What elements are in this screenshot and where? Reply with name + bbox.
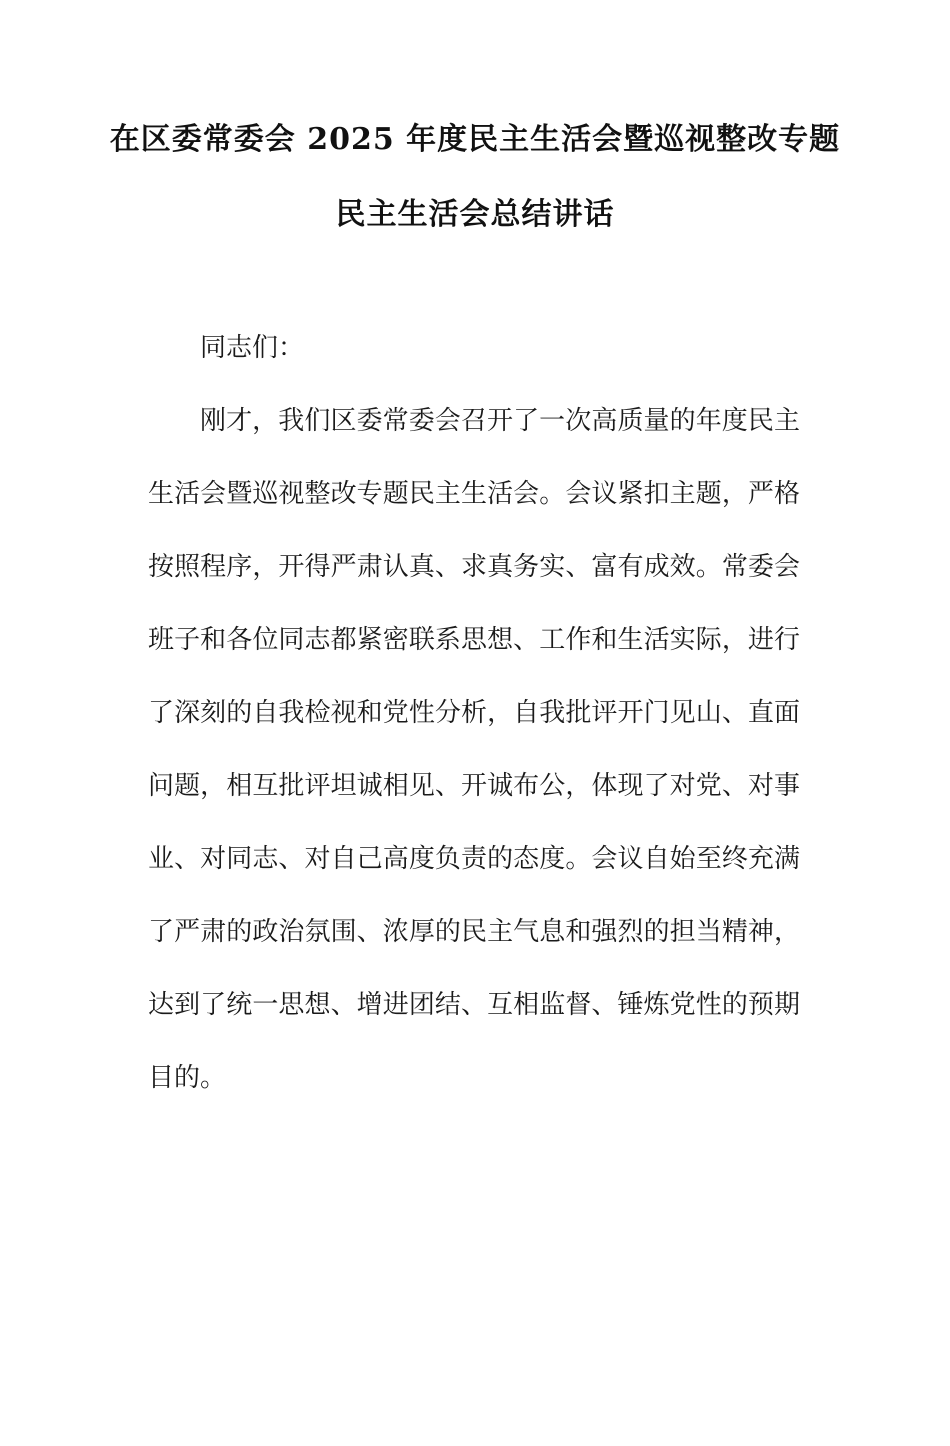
document-title bbox=[70, 102, 880, 252]
body-text-line: 按照程序，开得严肃认真、求真务实、富有成效。常委会 bbox=[148, 552, 800, 582]
body-text-line: 了严肃的政治氛围、浓厚的民主气息和强烈的担当精神， bbox=[148, 917, 800, 947]
salutation-line: 同志们： bbox=[200, 333, 305, 363]
document-body bbox=[148, 312, 800, 1115]
body-text-line: 刚才，我们区委常委会召开了一次高质量的年度民主 bbox=[200, 406, 800, 436]
body-text-line: 了深刻的自我检视和党性分析，自我批评开门见山、直面 bbox=[148, 698, 800, 728]
body-text-line: 达到了统一思想、增进团结、互相监督、锤炼党性的预期 bbox=[148, 990, 800, 1020]
document-title-line-2: 民主生活会总结讲话 bbox=[335, 197, 615, 232]
body-text-line: 生活会暨巡视整改专题民主生活会。会议紧扣主题，严格 bbox=[148, 479, 800, 509]
body-text-line: 目的。 bbox=[148, 1063, 227, 1093]
body-text-line: 业、对同志、对自己高度负责的态度。会议自始至终充满 bbox=[148, 844, 800, 874]
body-text-line: 问题，相互批评坦诚相见、开诚布公，体现了对党、对事 bbox=[148, 771, 800, 801]
document-page bbox=[0, 102, 950, 1446]
document-title-line-1: 在区委常委会 2025 年度民主生活会暨巡视整改专题 bbox=[109, 122, 841, 157]
body-text-line: 班子和各位同志都紧密联系思想、工作和生活实际，进行 bbox=[148, 625, 800, 655]
